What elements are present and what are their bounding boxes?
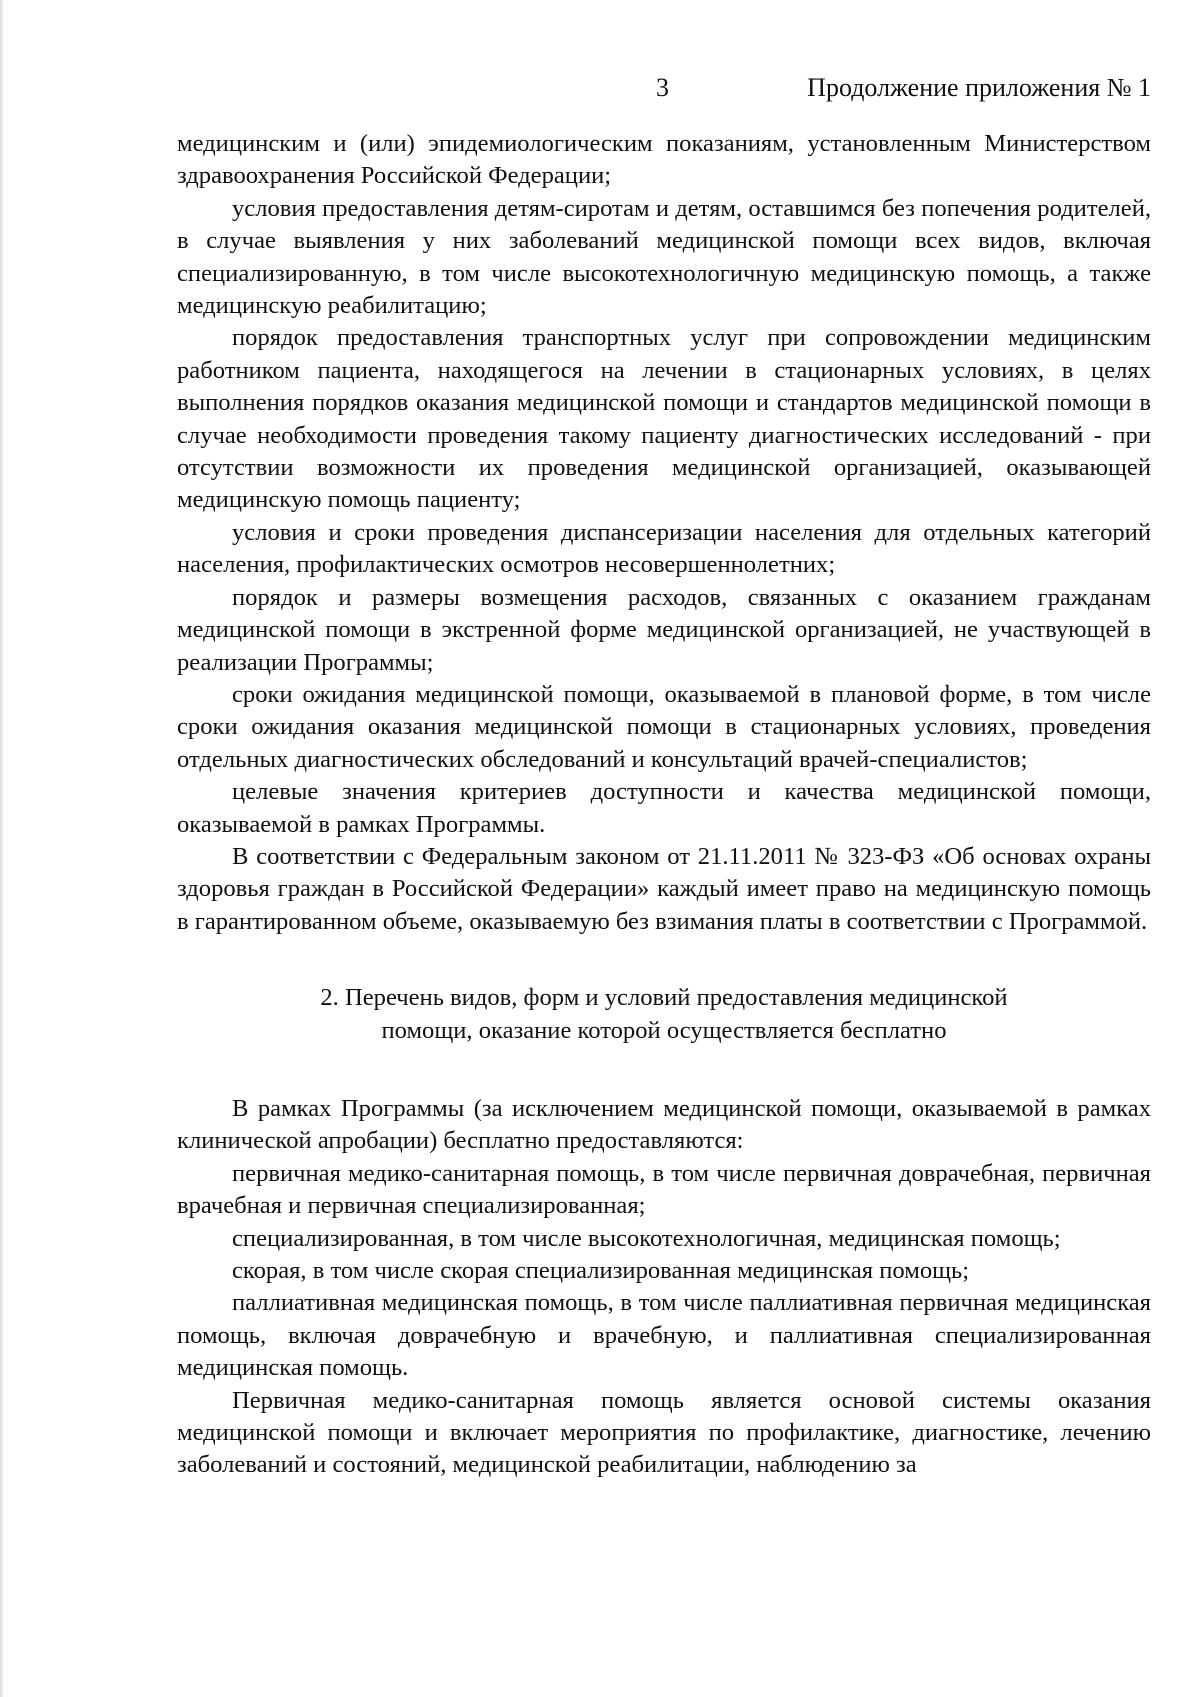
paragraph: порядок и размеры возмещения расходов, связанных с оказанием гражданам медицинской помощи в экстренной форме медицинской организацией, не участвующей в реализации Программы; xyxy=(177,583,1151,676)
paragraph: первичная медико-санитарная помощь, в том числе первичная доврачебная, первичная врачебная и первичная специализированная; xyxy=(177,1159,1151,1220)
scan-edge-shadow xyxy=(0,0,4,1697)
paragraph: порядок предоставления транспортных услуг при сопровождении медицинским работником пациента, находящегося на лечении в стационарных условиях, в целях выполнения порядков оказания медицинской помощи и стандартов медицинской помощи в случае необходимости проведения такому пациенту диагностических исследований - при отсутствии возможности их проведения медицинской организацией, оказывающей медицинскую помощь пациенту; xyxy=(177,324,1151,514)
paragraph: В соответствии с Федеральным законом от 21.11.2011 № 323-ФЗ «Об основах охраны здоровья граждан в Российской Федерации» каждый имеет право на медицинскую помощь в гарантированном объеме, оказываемую без взимания платы в соответствии с Программой. xyxy=(177,842,1151,935)
paragraph: специализированная, в том числе высокотехнологичная, медицинская помощь; xyxy=(232,1224,1061,1252)
paragraph: условия и сроки проведения диспансеризации населения для отдельных категорий населения, профилактических осмотров несовершеннолетних; xyxy=(177,518,1151,579)
page-number: 3 xyxy=(656,73,669,102)
section-heading xyxy=(177,982,1151,1047)
section-heading-line-2: помощи, оказание которой осуществляется бесплатно xyxy=(381,1016,947,1044)
paragraph: целевые значения критериев доступности и качества медицинской помощи, оказываемой в рамках Программы. xyxy=(177,778,1151,838)
appendix-header: Продолжение приложения № 1 xyxy=(807,73,1151,102)
paragraph: сроки ожидания медицинской помощи, оказываемой в плановой форме, в том числе сроки ожидания оказания медицинской помощи в стационарных условиях, проведения отдельных диагностических обследований и консультаций врачей-специалистов; xyxy=(177,680,1151,773)
paragraph: В рамках Программы (за исключением медицинской помощи, оказываемой в рамках клинической апробации) бесплатно предоставляются: xyxy=(177,1094,1151,1155)
document-body xyxy=(177,128,1151,1482)
paragraph: скорая, в том числе скорая специализированная медицинская помощь; xyxy=(232,1257,970,1284)
paragraph: условия предоставления детям-сиротам и детям, оставшимся без попечения родителей, в случае выявления у них заболеваний медицинской помощи всех видов, включая специализированную, в том числе высокотехнологичную медицинскую помощь, а также медицинскую реабилитацию; xyxy=(177,194,1151,320)
paragraph: паллиативная медицинская помощь, в том числе паллиативная первичная медицинская помощь, включая доврачебную и врачебную, и паллиативная специализированная медицинская помощь. xyxy=(177,1289,1151,1382)
section-heading-line-1: 2. Перечень видов, форм и условий предоставления медицинской xyxy=(320,984,1008,1012)
paragraph-continuation: медицинским и (или) эпидемиологическим показаниям, установленным Министерством здравоохранения Российской Федерации; xyxy=(177,130,1151,190)
paragraph: Первичная медико-санитарная помощь является основой системы оказания медицинской помощи и включает мероприятия по профилактике, диагностике, лечению заболеваний и состояний, медицинской реабилитации, наблюдению за xyxy=(177,1386,1151,1479)
